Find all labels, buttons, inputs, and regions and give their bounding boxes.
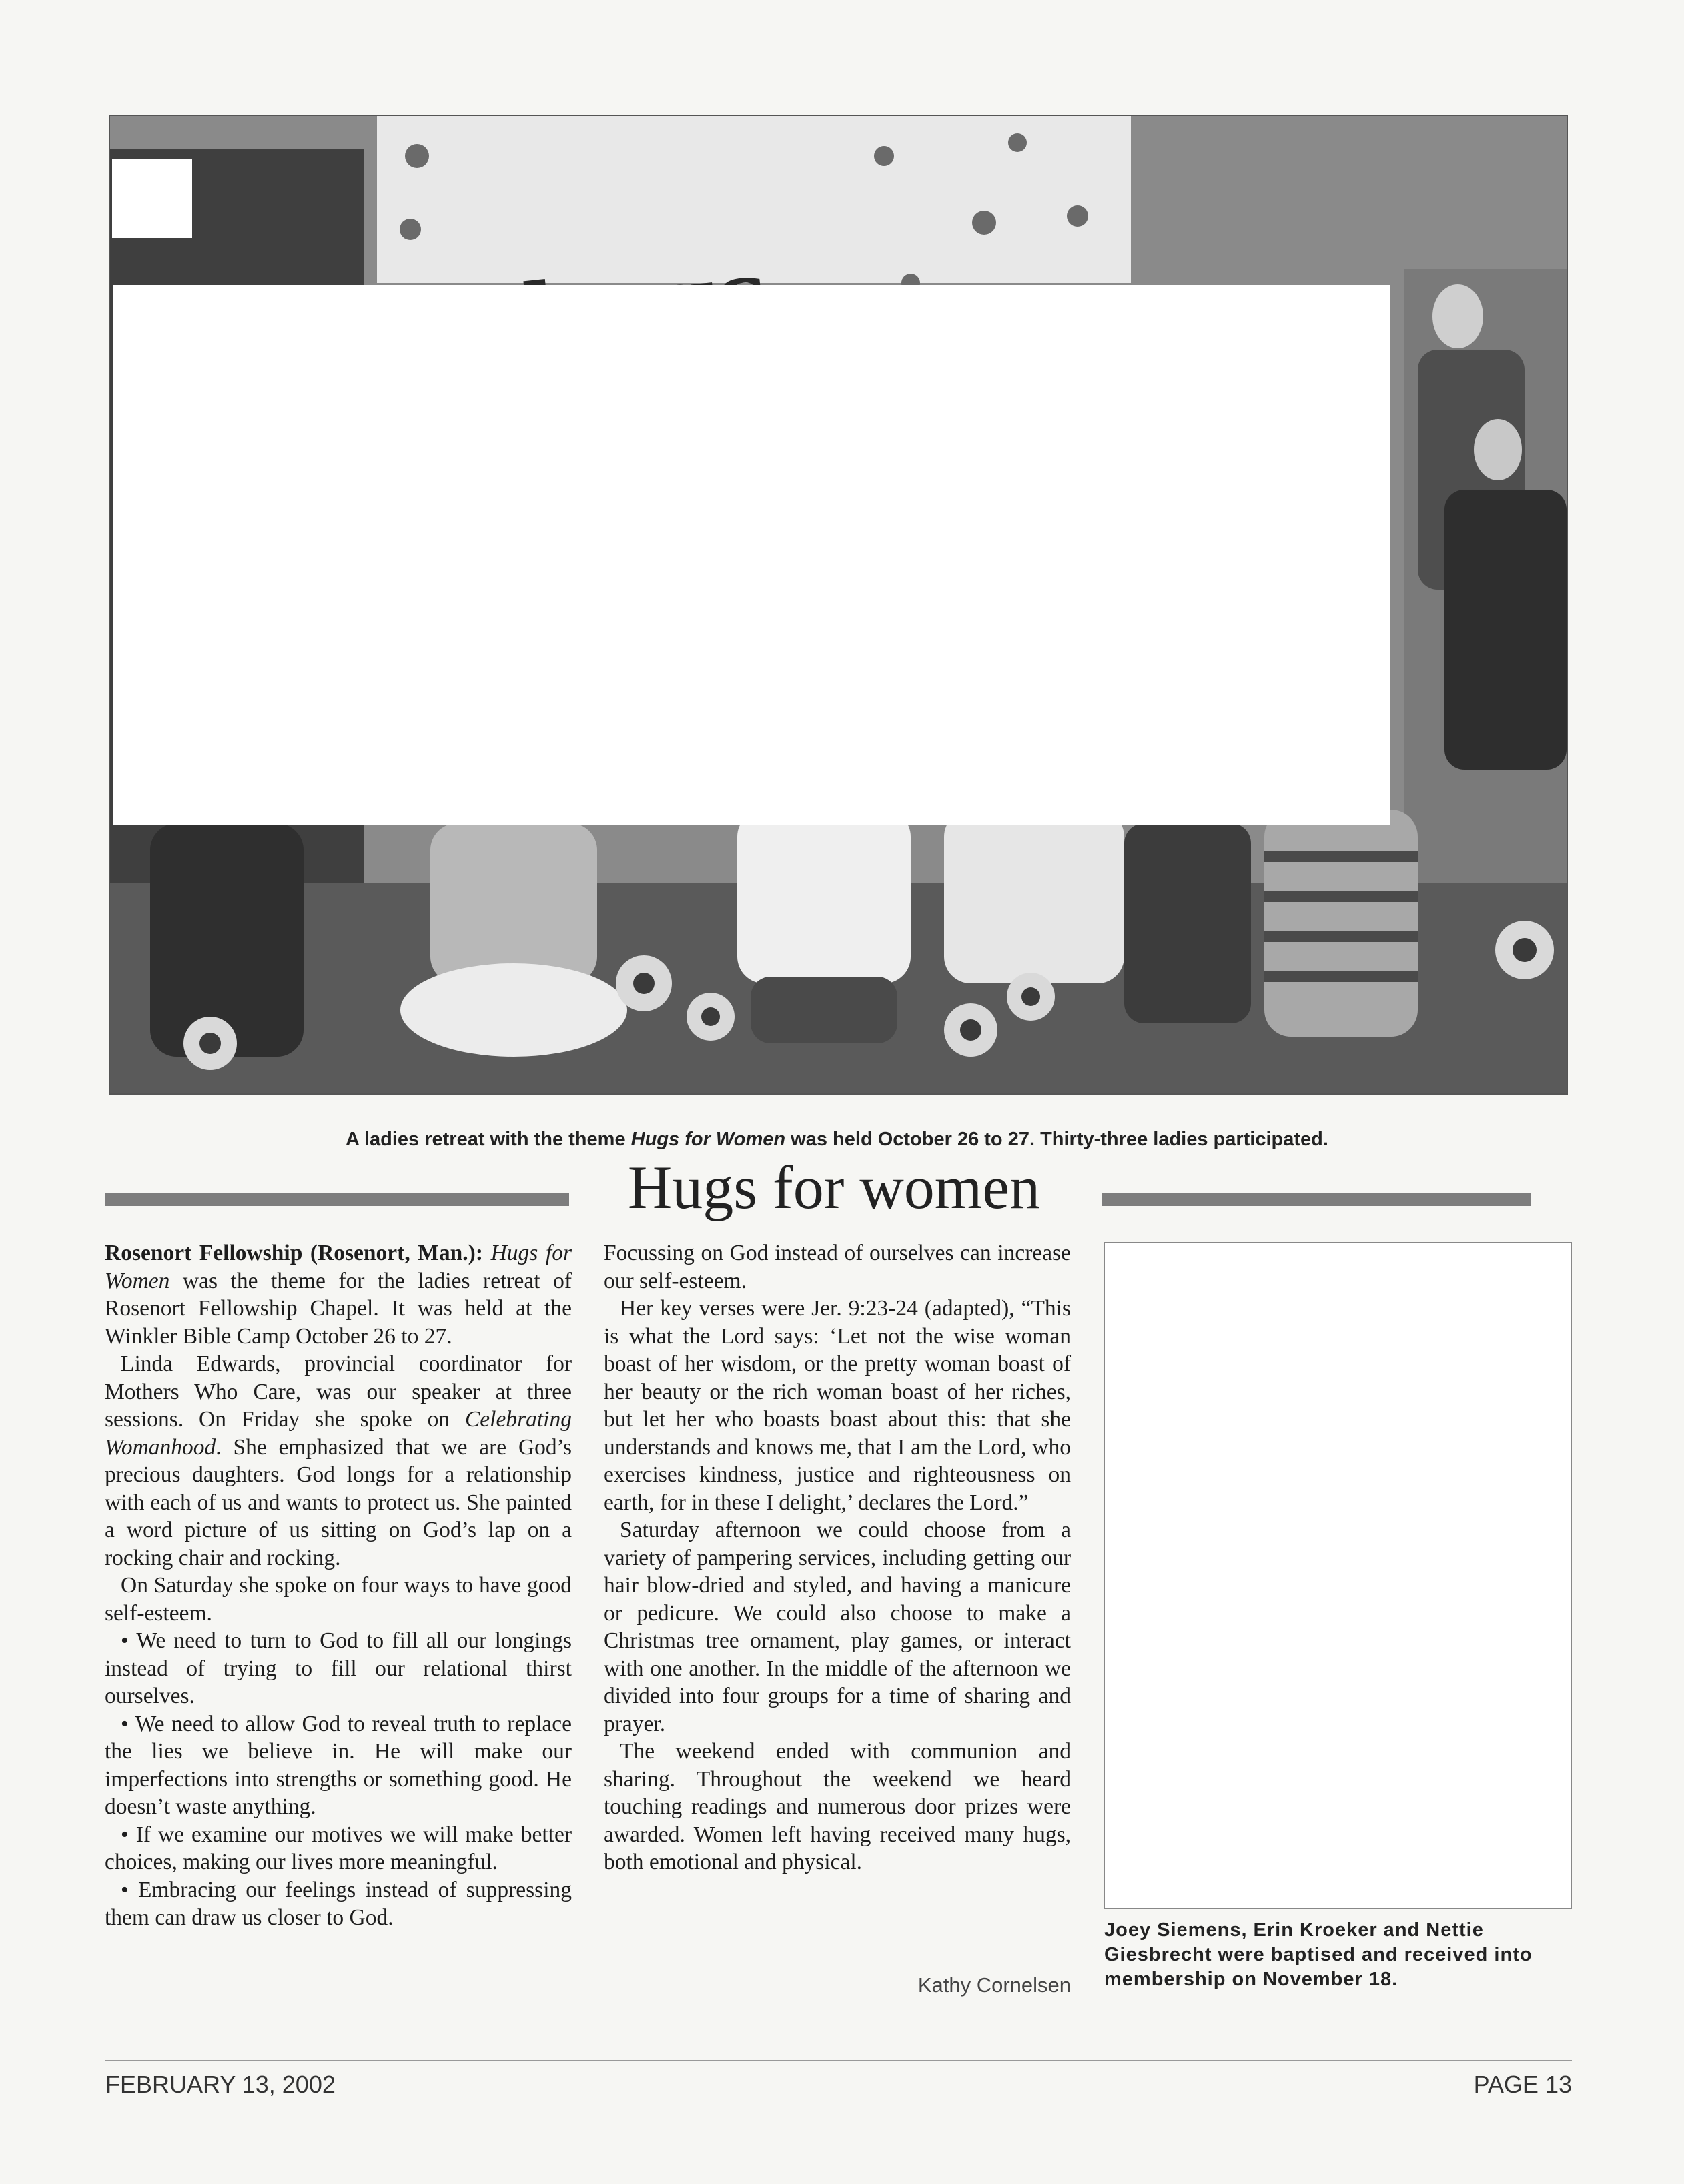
bullet-3: • If we examine our motives we will make better choices, making our lives more meaningful. (105, 1822, 572, 1874)
redacted-block-small (112, 159, 192, 238)
group-photo (109, 115, 1568, 1095)
col2-paragraph-3: Saturday afternoon we could choose from a variety of pampering services, including getting our hair blow-dried and styled, and having a manicure or pedicure. We could also choose to make a Christmas tree ornament, play games, or interact with one another. In the middle of the afternoon we divided into four groups for a time of sharing and prayer. (604, 1518, 1071, 1736)
col2-paragraph-4: The weekend ended with communion and sharing. Throughout the weekend we heard touching readings and numerous door prizes were awarded. Women left having received many hugs, both emotional and physical. (604, 1739, 1071, 1874)
footer-date: FEBRUARY 13, 2002 (105, 2071, 336, 2098)
dateline: Rosenort Fellowship (Rosenort, Man.): (105, 1241, 483, 1265)
paragraph-3: On Saturday she spoke on four ways to have good self-esteem. (105, 1573, 572, 1626)
col2-paragraph-1: Focussing on God instead of ourselves can increase our self-esteem. (604, 1241, 1071, 1293)
article-column-2 (604, 1239, 1071, 1876)
bullet-4: • Embracing our feelings instead of suppressing them can draw us closer to God. (105, 1877, 572, 1930)
bullet-2: • We need to allow God to reveal truth to replace the lies we believe in. He will make our imperfections into strengths or something good. He doesn’t waste anything. (105, 1711, 572, 1819)
headline-rule-left (105, 1193, 569, 1206)
article-column-1 (105, 1239, 572, 1932)
bullet-1: • We need to turn to God to fill all our longings instead of trying to fill our relational thirst ourselves. (105, 1628, 572, 1708)
headline: Hugs for women (627, 1153, 1041, 1221)
photo-caption: A ladies retreat with the theme Hugs for Women was held October 26 to 27. Thirty-three ladies participated. (346, 1129, 1328, 1150)
byline: Kathy Cornelsen (917, 1973, 1071, 1997)
footer-rule (105, 2060, 1572, 2061)
baptism-caption: Joey Siemens, Erin Kroeker and Nettie Giesbrecht were baptised and received into membership on November 18. (1104, 1919, 1533, 1990)
col2-paragraph-2: Her key verses were Jer. 9:23-24 (adapted), “This is what the Lord says: ‘Let not the wise woman boast of her wisdom, or the pretty woman boast of her beauty or the rich woman boast of her riches, but let her who boasts boast about this: that she understands and knows me, that I am the Lord, who exercises kindness, justice and righteousness on earth, for in these I delight,’ declares the Lord.” (604, 1296, 1071, 1515)
page-number: PAGE 13 (1473, 2071, 1572, 2098)
paragraph-1: Rosenort Fellowship (Rosenort, Man.): Hugs for Women was the theme for the ladies retreat of Rosenort Fellowship Chapel. It was held at the Winkler Bible Camp October 26 to 27. (105, 1241, 572, 1349)
paragraph-2: Linda Edwards, provincial coordinator for Mothers Who Care, was our speaker at three sessions. On Friday she spoke on Celebrating Womanhood. She emphasized that we are God’s precious daughters. God longs for a relationship with each of us and wants to protect us. She painted a word picture of us sitting on God’s lap on a rocking chair and rocking. (105, 1351, 572, 1570)
headline-rule-right (1102, 1193, 1531, 1206)
redacted-block-large (113, 285, 1390, 825)
baptism-photo (1104, 1242, 1572, 1909)
caption-theme: Hugs for Women (630, 1129, 786, 1150)
